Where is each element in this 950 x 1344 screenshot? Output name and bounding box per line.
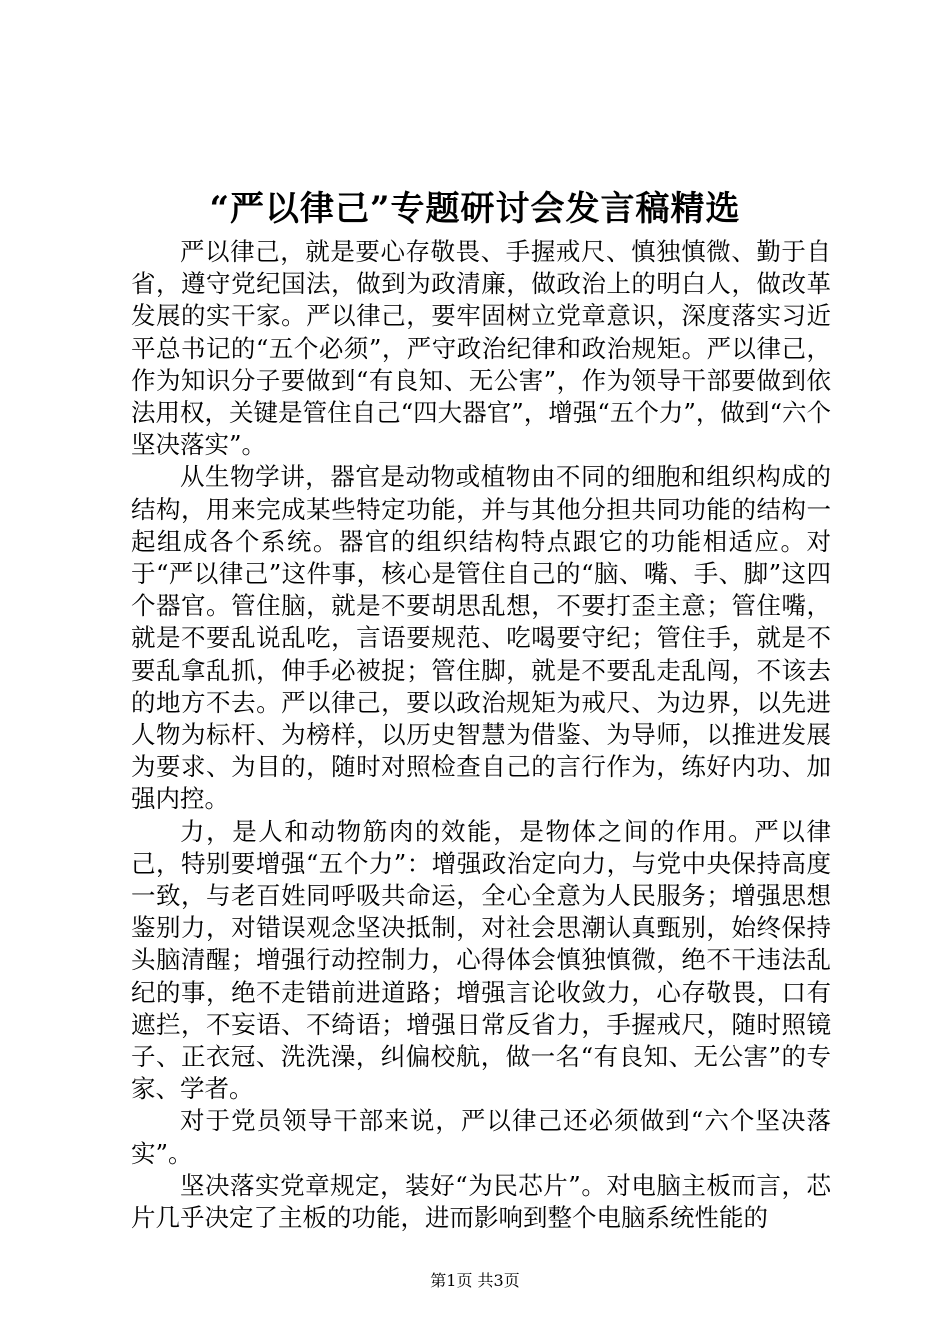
page-footer: 第1页 共3页 bbox=[430, 1271, 520, 1290]
document-body bbox=[131, 236, 831, 1234]
body-paragraph: 从生物学讲，器官是动物或植物由不同的细胞和组织构成的结构，用来完成某些特定功能，并与其他分担共同功能的结构一起组成各个系统。器官的组织结构特点跟它的功能相适应。对于“严以律己”这件事，核心是管住自己的“脑、嘴、手、脚”这四个器官。管住脑，就是不要胡思乱想，不要打歪主意；管住嘴，就是不要乱说乱吃，言语要规范、吃喝要守纪；管住手，就是不要乱拿乱抓，伸手必被捉；管住脚，就是不要乱走乱闯，不该去的地方不去。严以律己，要以政治规矩为戒尺、为边界，以先进人物为标杆、为榜样，以历史智慧为借鉴、为导师，以推进发展为要求、为目的，随时对照检查自己的言行作为，练好内功、加强内控。 bbox=[131, 462, 831, 814]
document-title: “严以律己”专题研讨会发言稿精选 bbox=[209, 189, 741, 229]
body-paragraph: 严以律己，就是要心存敬畏、手握戒尺、慎独慎微、勤于自省，遵守党纪国法，做到为政清廉，做政治上的明白人，做改革发展的实干家。严以律己，要牢固树立党章意识，深度落实习近平总书记的“五个必须”，严守政治纪律和政治规矩。严以律己，作为知识分子要做到“有良知、无公害”，作为领导干部要做到依法用权，关键是管住自己“四大器官”，增强“五个力”，做到“六个坚决落实”。 bbox=[131, 237, 831, 460]
body-paragraph: 坚决落实党章规定，装好“为民芯片”。对电脑主板而言，芯片几乎决定了主板的功能，进而影响到整个电脑系统性能的 bbox=[131, 1170, 831, 1233]
body-paragraph: 力，是人和动物筋肉的效能，是物体之间的作用。严以律己，特别要增强“五个力”：增强政治定向力，与党中央保持高度一致，与老百姓同呼吸共命运，全心全意为人民服务；增强思想鉴别力，对错误观念坚决抵制，对社会思潮认真甄别，始终保持头脑清醒；增强行动控制力，心得体会慎独慎微，绝不干违法乱纪的事，绝不走错前进道路；增强言论收敛力，心存敬畏，口有遮拦，不妄语、不绮语；增强日常反省力，手握戒尺，随时照镜子、正衣冠、洗洗澡，纠偏校航，做一名“有良知、无公害”的专家、学者。 bbox=[131, 816, 831, 1104]
body-paragraph: 对于党员领导干部来说，严以律己还必须做到“六个坚决落实”。 bbox=[131, 1106, 831, 1168]
